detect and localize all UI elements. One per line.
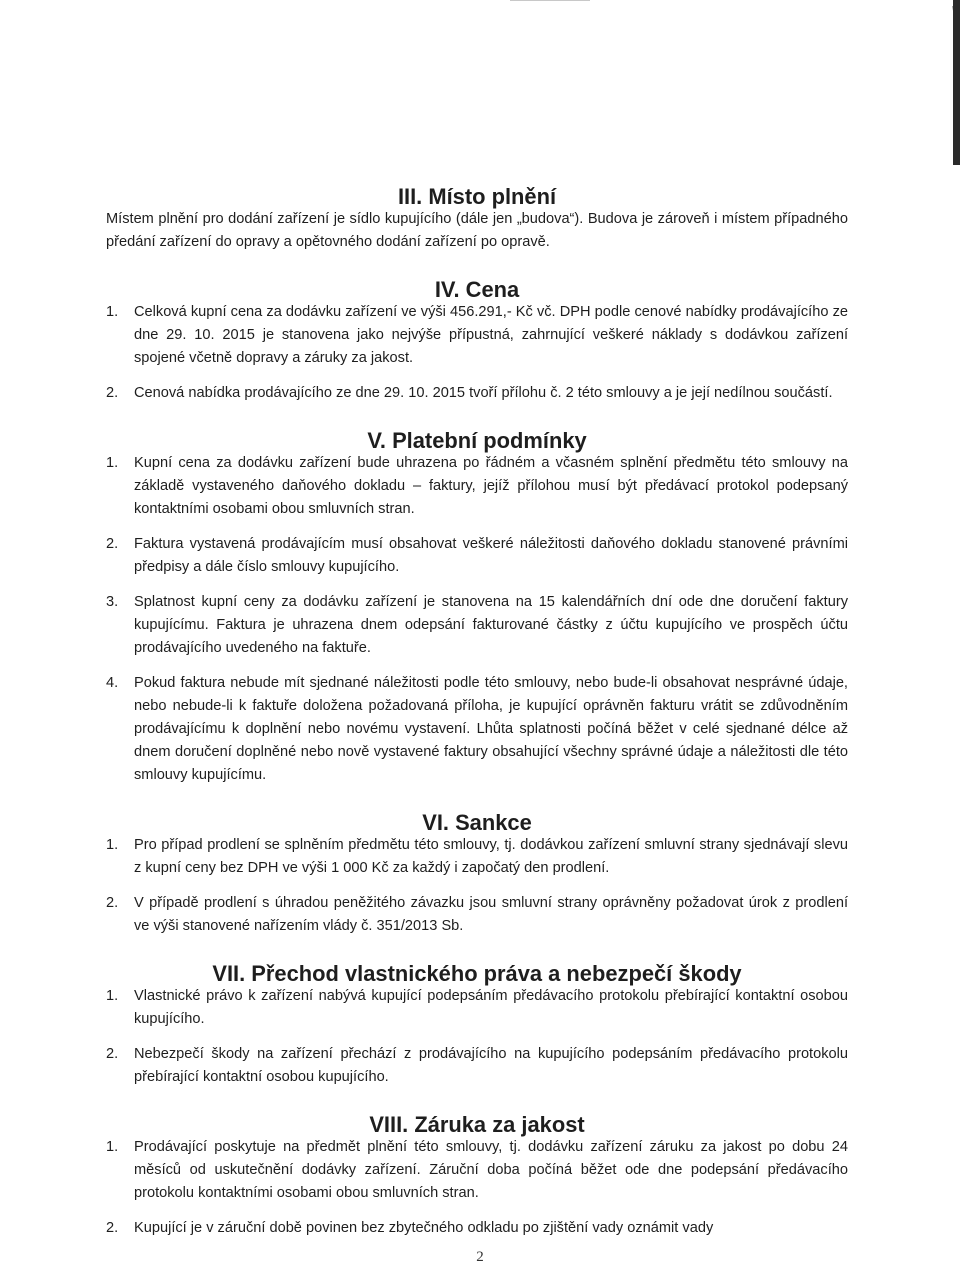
clause-number: 3.	[106, 594, 119, 610]
clause-item	[106, 591, 848, 660]
clause-text: Faktura vystavená prodávajícím musí obsahovat veškeré náležitosti daňového dokladu stanovené právními předpisy a dále číslo smlouvy kupujícího.	[134, 536, 848, 575]
clause-text: Nebezpečí škody na zařízení přechází z prodávajícího na kupujícího podepsáním předávacího protokolu přebírající kontaktní osobou kupujícího.	[134, 1046, 848, 1085]
section-heading: VIII. Záruka za jakost	[369, 1112, 585, 1137]
clause-item	[106, 892, 848, 938]
section-paragraph: Místem plnění pro dodání zařízení je sídlo kupujícího (dále jen „budova“). Budova je zároveň i místem případného předání zařízení do opravy a opětovného dodání zařízení po opravě.	[106, 211, 848, 250]
page-number: 2	[476, 1249, 484, 1265]
clause-list	[106, 301, 848, 405]
section-heading: IV. Cena	[434, 277, 520, 302]
scan-edge-artifact	[938, 0, 960, 180]
clause-item	[106, 1043, 848, 1089]
clause-number: 4.	[106, 675, 119, 691]
section-heading: III. Místo plnění	[397, 184, 557, 209]
clause-number: 1.	[106, 304, 119, 320]
section-prechod-vlastnickeho-prava	[106, 962, 848, 1089]
clause-text: V případě prodlení s úhradou peněžitého závazku jsou smluvní strany oprávněny požadovat úrok z prodlení ve výši stanovené nařízením vlády č. 351/2013 Sb.	[134, 895, 848, 934]
document-body	[106, 185, 848, 1262]
clause-text: Cenová nabídka prodávajícího ze dne 29. 10. 2015 tvoří přílohu č. 2 této smlouvy a je její nedílnou součástí.	[134, 385, 833, 401]
clause-number: 2.	[106, 536, 119, 552]
section-sankce	[106, 811, 848, 938]
clause-text: Prodávající poskytuje na předmět plnění této smlouvy, tj. dodávku zařízení záruku za jakost po dobu 24 měsíců od uskutečnění dodávky zařízení. Záruční doba počíná běžet ode dne podepsání předávacího protokolu kontaktními osobami obou smluvních stran.	[134, 1139, 848, 1201]
section-heading: VI. Sankce	[422, 810, 532, 835]
clause-number: 1.	[106, 837, 119, 853]
clause-number: 2.	[106, 895, 119, 911]
clause-item	[106, 985, 848, 1031]
clause-list	[106, 834, 848, 938]
clause-text: Vlastnické právo k zařízení nabývá kupující podepsáním předávacího protokolu přebírající kontaktní osobou kupujícího.	[134, 988, 848, 1027]
clause-number: 2.	[106, 1220, 119, 1236]
clause-number: 1.	[106, 1139, 119, 1155]
clause-text: Pokud faktura nebude mít sjednané náležitosti podle této smlouvy, nebo bude-li obsahovat nesprávné údaje, nebo nebude-li k faktuře doložena požadovaná příloha, je kupující oprávněn fakturu vrátit se zdůvodněním prodávajícímu k doplnění nebo novému vystavení. Lhůta splatnosti počíná běžet v celé sjednané délce až dnem doručení doplněné nebo nově vystavené faktury obsahující všechny správné údaje a náležitosti dle této smlouvy kupujícímu.	[134, 675, 848, 783]
clause-number: 2.	[106, 1046, 119, 1062]
scan-edge-bar	[953, 0, 960, 165]
clause-item	[106, 452, 848, 521]
clause-list	[106, 985, 848, 1089]
clause-text: Pro případ prodlení se splněním předmětu této smlouvy, tj. dodávkou zařízení smluvní strany sjednávají slevu z kupní ceny bez DPH ve výši 1 000 Kč za každý i započatý den prodlení.	[134, 837, 848, 876]
clause-number: 1.	[106, 455, 119, 471]
clause-item	[106, 533, 848, 579]
clause-number: 2.	[106, 385, 119, 401]
clause-text: Kupní cena za dodávku zařízení bude uhrazena po řádném a včasném splnění předmětu této smlouvy na základě vystaveného daňového dokladu – faktury, jejíž přílohou musí být předávací protokol podepsaný kontaktními osobami obou smluvních stran.	[134, 455, 848, 517]
scan-artifact-line	[510, 0, 590, 1]
clause-item	[106, 834, 848, 880]
section-zaruka-za-jakost	[106, 1113, 848, 1240]
clause-item	[106, 1217, 848, 1240]
clause-item	[106, 382, 848, 405]
clause-item	[106, 1136, 848, 1205]
clause-text: Kupující je v záruční době povinen bez zbytečného odkladu po zjištění vady oznámit vady	[134, 1220, 714, 1236]
clause-item	[106, 301, 848, 370]
clause-text: Celková kupní cena za dodávku zařízení ve výši 456.291,- Kč vč. DPH podle cenové nabídky prodávajícího ze dne 29. 10. 2015 je stanovena jako nejvýše přípustná, zahrnující veškeré náklady s dodávkou zařízení spojené včetně dopravy a záruky za jakost.	[134, 304, 848, 366]
section-platebni-podminky	[106, 429, 848, 787]
section-heading: V. Platební podmínky	[367, 428, 587, 453]
clause-item	[106, 672, 848, 787]
section-cena	[106, 278, 848, 405]
clause-number: 1.	[106, 988, 119, 1004]
clause-text: Splatnost kupní ceny za dodávku zařízení je stanovena na 15 kalendářních dní ode dne doručení faktury kupujícímu. Faktura je uhrazena dnem odepsání fakturované částky z účtu kupujícího ve prospěch účtu prodávajícího uvedeného na faktuře.	[134, 594, 848, 656]
section-heading: VII. Přechod vlastnického práva a nebezpečí škody	[212, 961, 742, 986]
section-misto-plneni	[106, 185, 848, 254]
clause-list	[106, 1136, 848, 1240]
clause-list	[106, 452, 848, 787]
